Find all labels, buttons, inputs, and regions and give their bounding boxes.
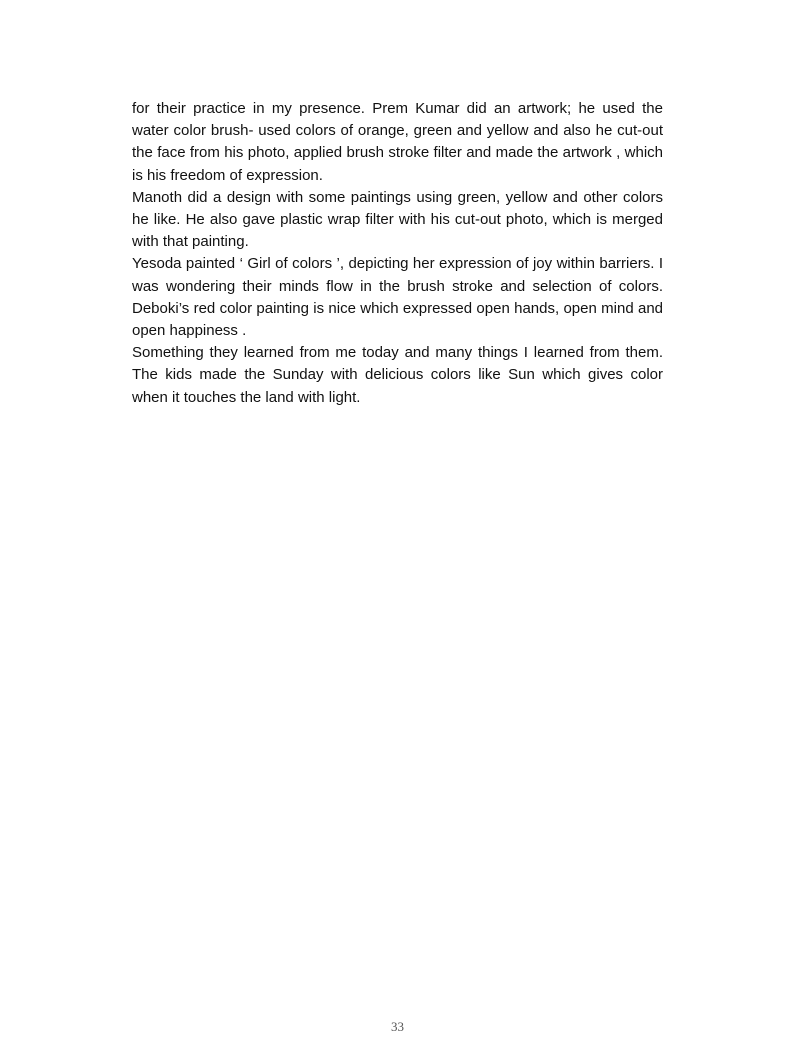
paragraph-manoth: Manoth did a design with some paintings using green, yellow and other colors he like. He also gave plastic wrap filter with his cut-out photo, which is merged with that painting.: [132, 188, 663, 251]
paragraph-conclusion: Something they learned from me today and many things I learned from them. The kids made the Sunday with delicious colors like Sun which gives color when it touches the land with light.: [132, 344, 663, 406]
page-number: 33: [391, 1019, 404, 1034]
paragraph-prem-kumar: for their practice in my presence. Prem Kumar did an artwork; he used the water color brush- used colors of orange, green and yellow and also he cut-out the face from his photo, applied brush stroke filter and made the artwork , which is his freedom of expression.: [132, 100, 663, 184]
paragraph-yesoda: Yesoda painted ‘ Girl of colors ’, depicting her expression of joy within barriers. I was wondering their minds flow in the brush stroke and selection of colors. Deboki’s red color painting is nice which expressed open hands, open mind and open happiness .: [132, 255, 663, 340]
body-text: [132, 98, 663, 409]
